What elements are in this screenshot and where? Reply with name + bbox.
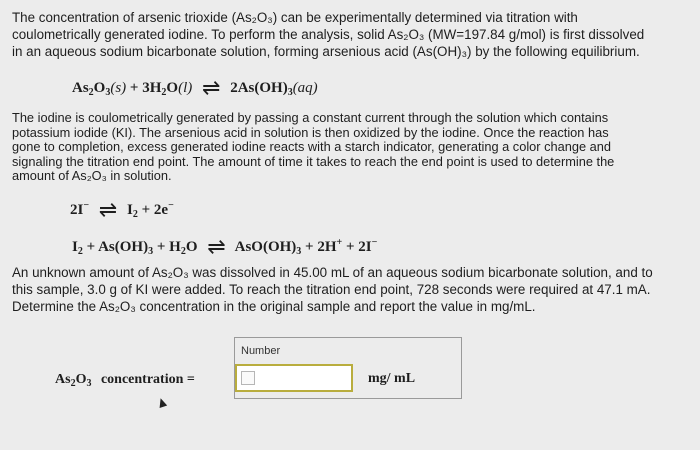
eq3-plus: +	[156, 239, 166, 255]
equilibrium-arrow-icon: ⇌	[98, 197, 118, 222]
eq2-sup: −	[83, 200, 90, 211]
intro-line-1: The concentration of arsenic trioxide (As₂O₃) can be experimentally determined via titration with	[12, 10, 578, 25]
answer-label-sub: 3	[86, 378, 92, 389]
eq1-plus: +	[129, 80, 139, 96]
eq1-product: 2As(OH)	[230, 80, 288, 96]
intro-line-3: in an aqueous sodium bicarbonate solution, forming arsenious acid (As(OH)₃) by the following equilibrium.	[12, 44, 640, 59]
mouse-cursor-icon	[157, 397, 167, 408]
answer-label-sub: 2	[70, 378, 76, 389]
eq1-as: As	[72, 80, 89, 96]
eq1-state: (l)	[178, 80, 193, 96]
problem-line-2: this sample, 3.0 g of KI were added. To reach the titration end point, 728 seconds were required at 47.1 mA.	[12, 282, 651, 297]
eq1-water-h: 3H	[142, 80, 162, 96]
eq2-sub: 2	[132, 209, 138, 220]
eq3-plus: +	[345, 239, 355, 255]
eq2-iodine: I	[126, 202, 133, 218]
eq3-plus: +	[86, 239, 96, 255]
eq3-sub: 3	[148, 246, 154, 257]
eq3-water-h: H	[169, 239, 181, 255]
method-line-2: potassium iodide (KI). The arsenious acid in solution is then oxidized by the iodine. Once the reaction has	[12, 124, 609, 140]
method-line-4: signaling the titration end point. The amount of time it takes to reach the end point is used to determine the	[12, 153, 615, 169]
eq1-sub: 3	[105, 87, 111, 98]
eq3-arsenic-acid: AsO(OH)	[234, 239, 297, 255]
eq3-sub: 2	[180, 246, 186, 257]
eq3-sup: −	[371, 237, 378, 248]
eq1-water-o: O	[166, 80, 179, 96]
eq3-arsenious-acid: As(OH)	[98, 239, 149, 255]
eq2-electrons: 2e	[153, 202, 169, 218]
eq3-sup: +	[336, 237, 343, 248]
problem-paragraph	[12, 264, 684, 315]
eq2-iodide: 2I	[70, 202, 84, 218]
eq2-plus: +	[141, 202, 151, 218]
eq1-o: O	[93, 80, 106, 96]
eq3-water-o: O	[185, 239, 198, 255]
eq3-plus: +	[305, 239, 314, 255]
eq3-iodide: 2I	[358, 239, 372, 255]
eq1-state: (s)	[110, 80, 127, 96]
equilibrium-arrow-icon: ⇌	[202, 75, 221, 100]
method-line-3: gone to completion, excess generated iodine reacts with a starch indicator, generating a color change and	[12, 139, 611, 154]
intro-line-2: coulometrically generated iodine. To perform the analysis, solid As₂O₃ (MW=197.84 g/mol) is first dissolved	[12, 27, 645, 42]
empty-checkbox-icon	[241, 371, 255, 385]
equation-oxidation	[72, 234, 377, 260]
answer-box	[234, 337, 462, 399]
equilibrium-arrow-icon: ⇌	[207, 234, 226, 259]
method-line-5: amount of As₂O₃ in solution.	[12, 168, 172, 183]
answer-label-o: O	[75, 372, 87, 387]
problem-line-1: An unknown amount of As₂O₃ was dissolved in 45.00 mL of an aqueous sodium bicarbonate solution, and to	[12, 265, 653, 280]
number-label: Number	[241, 345, 281, 357]
eq1-sub: 2	[161, 87, 167, 98]
eq1-sub: 3	[287, 87, 293, 98]
method-line-1: The iodine is coulometrically generated by passing a constant current through the solution which contains	[12, 110, 609, 125]
intro-paragraph	[12, 9, 684, 60]
problem-line-3: Determine the As₂O₃ concentration in the original sample and report the value in mg/mL.	[12, 299, 536, 314]
eq3-protons: 2H	[317, 239, 337, 255]
eq2-sup: −	[168, 200, 174, 211]
equation-iodine-generation	[70, 197, 174, 223]
eq1-sub: 2	[88, 87, 94, 98]
answer-label	[55, 372, 195, 389]
method-paragraph	[12, 111, 684, 184]
answer-label-text: concentration =	[100, 372, 195, 387]
eq3-sub: 3	[296, 246, 302, 257]
eq1-state: (aq)	[292, 80, 318, 96]
unit-label: mg/ mL	[368, 371, 416, 386]
answer-label-as: As	[55, 372, 71, 387]
equation-dissolution	[72, 75, 318, 101]
eq3-iodine: I	[72, 239, 78, 255]
eq3-sub: 2	[77, 246, 83, 257]
